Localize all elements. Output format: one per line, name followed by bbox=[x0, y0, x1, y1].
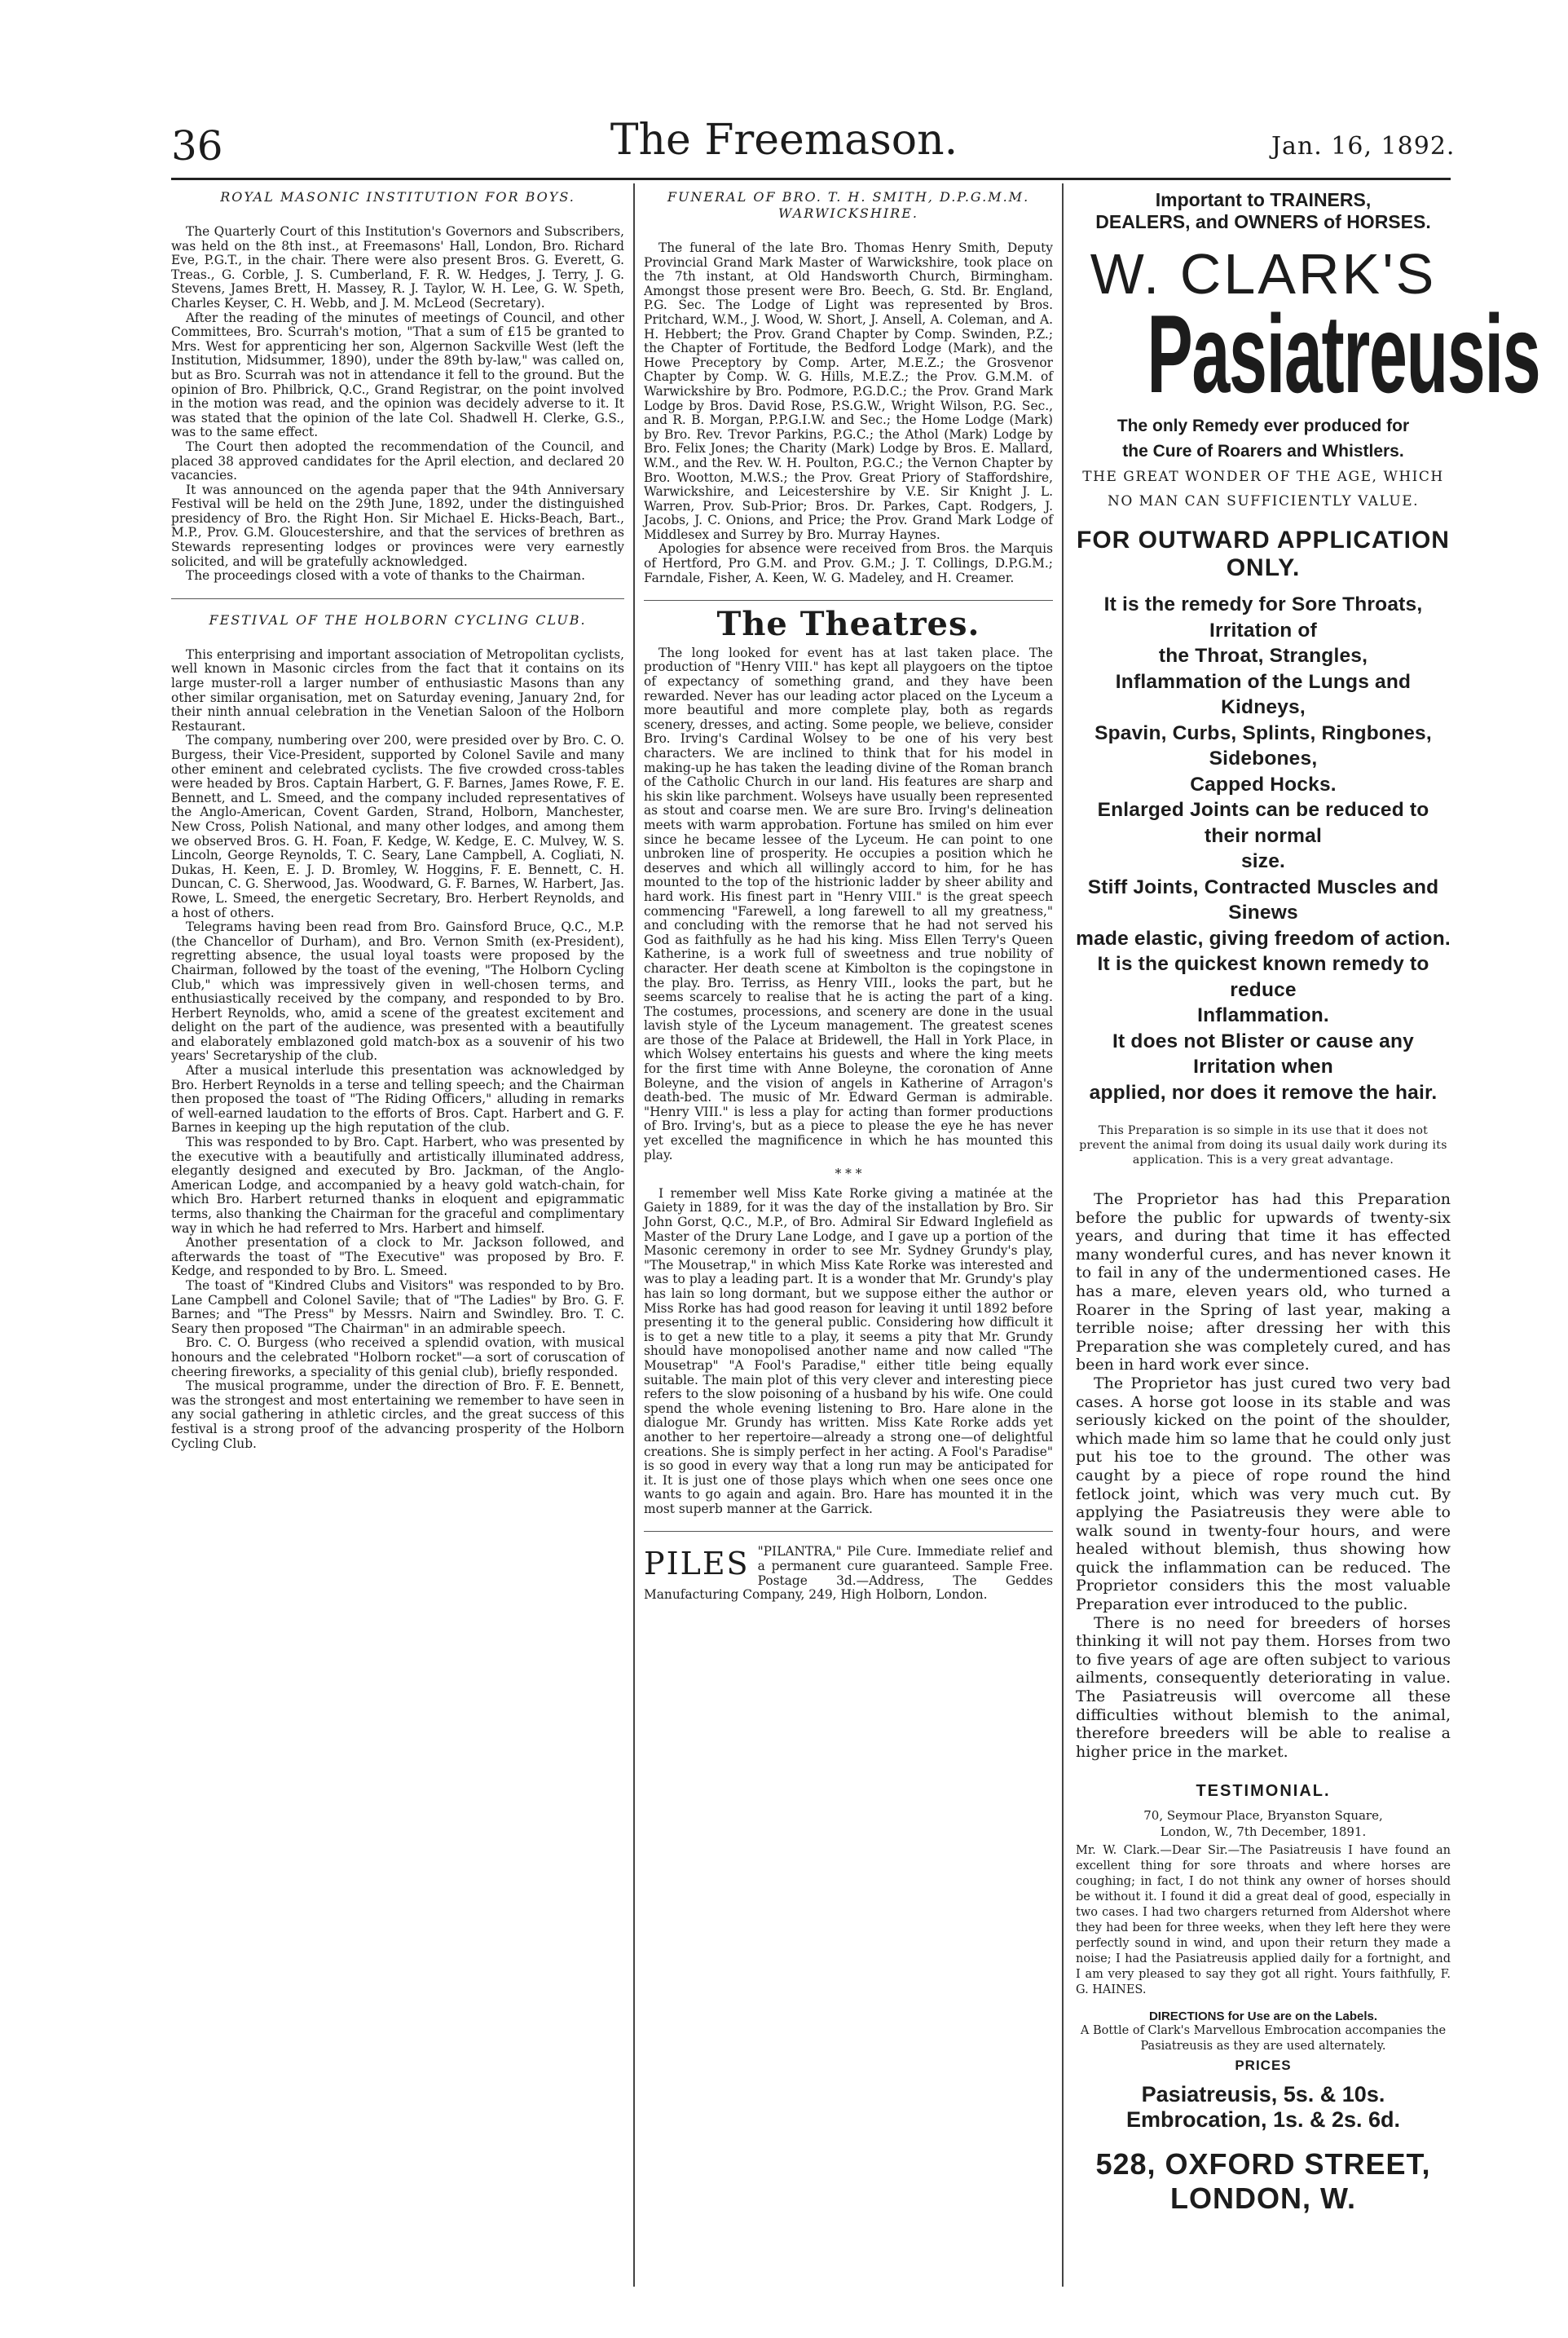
pasiatreusis-advertisement bbox=[1076, 189, 1540, 2216]
article-paragraph: Another presentation of a clock to Mr. Jackson followed, and afterwards the toast of "The Executive" was proposed by Bro. F. Kedge, and responded to by Bro. L. Smeed. bbox=[171, 1235, 624, 1279]
section-divider bbox=[171, 598, 624, 599]
article-paragraph: The toast of "Kindred Clubs and Visitors" was responded to by Bro. Lane Campbell and Colonel Savile; that of "The Ladies" by Bro. G. F. Barnes; and "The Press" by Messrs. Nairn and Swindley. Bro. T. C. Seary then proposed "The Chairman" in an admirable speech. bbox=[171, 1277, 624, 1336]
ad-important-line-1: Important to TRAINERS, bbox=[1155, 189, 1372, 210]
ad-great-wonder-1: THE GREAT WONDER OF THE AGE, WHICH bbox=[1082, 469, 1444, 485]
column-divider-1 bbox=[633, 183, 635, 2287]
ad-preparation-note: This Preparation is so simple in its use that it does not prevent the animal from doing its usual daily work during its application. This is a very great advantage. bbox=[1079, 1124, 1447, 1167]
ad-outward-application: FOR OUTWARD APPLICATION ONLY. bbox=[1077, 527, 1450, 581]
newspaper-title: The Freemason. bbox=[610, 116, 958, 165]
piles-advertisement bbox=[644, 1545, 1053, 1602]
remedy-line: Spavin, Curbs, Splints, Ringbones, Sidebones, bbox=[1095, 721, 1432, 770]
column-1 bbox=[171, 187, 624, 1451]
issue-date: Jan. 16, 1892. bbox=[1271, 132, 1456, 161]
article-paragraph: The Quarterly Court of this Institution's Governors and Subscribers, was held on the 8th inst., at Freemasons' Hall, London, Bro. Richard Eve, P.G.T., in the chair. There were also present Bros. G. Everett, G. Treas., G. Corble, J. S. Cumberland, F. R. W. Hedges, J. Terry, J. G. Stevens, James Brett, H. Massey, R. J. Taylor, W. H. Lee, G. W. Speth, Charles Keyser, C. H. Webb, and J. M. McLeod (Secretary). bbox=[171, 224, 624, 311]
article-paragraph: After the reading of the minutes of meetings of Council, and other Committees, Bro. Scurrah's motion, "That a sum of £15 be granted to Mrs. West for apprenticing her son, Algernon Sackville West (left the Institution, Midsummer, 1890), under the 89th by-law," was called on, but as Bro. Scurrah was not in attendance it fell to the ground. But the opinion of Bro. Philbrick, Q.C., Grand Registrar, on the point involved in the motion was read, and the opinion was decidely adverse to it. It was stated that the opinion of the late Col. Shadwell H. Clerke, G.S., was to the same effect. bbox=[171, 310, 624, 440]
remedy-line: applied, nor does it remove the hair. bbox=[1089, 1081, 1438, 1104]
article-paragraph: The company, numbering over 200, were presided over by Bro. C. O. Burgess, their Vice-President, supported by Colonel Savile and many other eminent and celebrated cyclists. The five crowded cross-tables were headed by Bros. Captain Harbert, G. F. Barnes, James Rowe, F. E. Bennett, and L. Smeed, and the company included representatives of the Anglo-American, Covent Garden, Strand, Holborn, Manchester, New Cross, Polish National, and many other lodges, and among them we observed Bros. G. H. Foan, F. Kedge, W. Kedge, E. C. Mulvey, W. S. Lincoln, George Reynolds, T. C. Seary, Lane Campbell, A. Cogliati, N. Dukas, H. Keen, E. J. D. Bromley, W. Hoggins, F. E. Bennett, C. H. Duncan, C. G. Sherwood, Jas. Woodward, G. F. Barnes, W. Harbert, Jas. Rowe, L. Smeed, the energetic Secretary, Bro. Herbert Reynolds, and a host of others. bbox=[171, 733, 624, 920]
header-rule bbox=[171, 178, 1451, 180]
testimonial-address-2: London, W., 7th December, 1891. bbox=[1160, 1824, 1367, 1840]
funeral-heading: FUNERAL OF BRO. T. H. SMITH, D.P.G.M.M. WARWICKSHIRE. bbox=[667, 189, 1030, 221]
remedy-line: Capped Hocks. bbox=[1190, 773, 1337, 796]
remedy-line: Inflammation. bbox=[1197, 1004, 1329, 1026]
piles-word: PILES bbox=[644, 1546, 750, 1582]
remedy-line: made elastic, giving freedom of action. bbox=[1076, 927, 1451, 950]
remedy-line: Stiff Joints, Contracted Muscles and Sinews bbox=[1087, 876, 1439, 924]
ad-paragraph: The Proprietor has just cured two very bad cases. A horse got loose in its stable and was seriously kicked on the point of the shoulder, which made him so lame that he could only just put his toe to the ground. The other was caught by a piece of rope round the hind fetlock joint, which was very much cut. By applying the Pasiatreusis they were able to walk sound in twenty-four hours, and were healed without blemish, thus showing how quick the inflammation can be reduced. The Proprietor considers this the most valuable Preparation ever introduced to the public. bbox=[1076, 1374, 1451, 1614]
cycling-club-heading: FESTIVAL OF THE HOLBORN CYCLING CLUB. bbox=[209, 611, 587, 628]
article-paragraph: The proceedings closed with a vote of thanks to the Chairman. bbox=[186, 568, 585, 584]
ad-important-line-2: DEALERS, and OWNERS of HORSES. bbox=[1095, 211, 1431, 232]
testimonial-address-1: 70, Seymour Place, Bryanston Square, bbox=[1143, 1808, 1383, 1824]
remedy-line: the Throat, Strangles, bbox=[1158, 645, 1368, 667]
section-divider bbox=[644, 1531, 1053, 1532]
column-divider-2 bbox=[1062, 183, 1064, 2287]
piles-text: "PILANTRA," Pile Cure. Immediate relief and a permanent cure guaranteed. Sample Free. Postage 3d.—Address, The Geddes Manufacturing Company, 249, High Holborn, London. bbox=[644, 1544, 1053, 1603]
ad-brand: W. CLARK'S bbox=[1090, 242, 1437, 306]
article-paragraph: This enterprising and important association of Metropolitan cyclists, well known in Masonic circles from the fact that it contains on its large muster-roll a larger number of enthusiastic Masons than any other similar organisation, met on Saturday evening, January 2nd, for their ninth annual celebration in the Venetian Saloon of the Holborn Restaurant. bbox=[171, 646, 624, 734]
ad-bottle-note: A Bottle of Clark's Marvellous Embrocation accompanies the Pasiatreusis as they are used alternately. bbox=[1080, 2024, 1447, 2053]
section-divider bbox=[644, 600, 1053, 601]
remedy-line: It is the remedy for Sore Throats, Irritation of bbox=[1103, 593, 1423, 642]
theatres-heading: The Theatres. bbox=[716, 605, 980, 644]
ad-price-list: Pasiatreusis, 5s. & 10s. Embrocation, 1s. & 2s. 6d. bbox=[1125, 2082, 1401, 2133]
article-paragraph: I remember well Miss Kate Rorke giving a matinée at the Gaiety in 1889, for it was the day of the installation by Bro. Sir John Gorst, Q.C., M.P., of Bro. Admiral Sir Edward Inglefield as Master of the Drury Lane Lodge, and I gave up a portion of the Masonic ceremony in order to see Mr. Sydney Grundy's play, "The Mousetrap," in which Miss Kate Rorke was interested and was to play a leading part. It is a wonder that Mr. Grundy's play has lain so long dormant, but we suppose either the author or Miss Rorke has had good reason for leaving it until 1892 before presenting it to the general public. Considering how difficult it is to get a new title to a play, it seems a pity that Mr. Grundy should have monopolised another name and now called "The Mousetrap" "A Fool's Paradise," either title being equally suitable. The main plot of this very clever and interesting piece refers to the slow poisoning of a husband by his wife. One could spend the whole evening listening to Bro. Hare alone in the dialogue Mr. Grundy has written. Miss Kate Rorke adds yet another to her repertoire—already a strong one—of delightful creations. She is simply perfect in her acting. A Fool's Paradise" is so good in every way that a long run may be anticipated for it. It is just one of those plays which when one sees once one wants to go again and again. Bro. Hare has mounted it in the most superb manner at the Garrick. bbox=[644, 1185, 1053, 1516]
article-paragraph: Apologies for absence were received from Bros. the Marquis of Hertford, Pro G.M. and Prov. G.M.; J. T. Collings, D.P.G.M.; Farndale, Fisher, A. Keen, W. G. Madeley, and H. Creamer. bbox=[644, 541, 1053, 585]
remedy-line: Enlarged Joints can be reduced to their normal bbox=[1097, 799, 1429, 847]
ad-street-address: 528, OXFORD STREET, LONDON, W. bbox=[1095, 2147, 1431, 2216]
article-paragraph: The funeral of the late Bro. Thomas Henry Smith, Deputy Provincial Grand Mark Master of Warwickshire, took place on the 7th instant, at Old Handsworth Church, Birmingham. Amongst those present were Bro. Beech, G. Std. Br. England, P.G. Sec. The Lodge of Light was represented by Bros. Pritchard, W.M., J. Wood, W. Short, J. Ansell, A. Coleman, and A. H. Hebbert; the Prov. Grand Chapter by Comp. Swinden, P.Z.; the Chapter of Fortitude, the Bedford Lodge (Mark), and the Howe Preceptory by Comp. Arter, M.E.Z.; the Grosvenor Chapter by Comp. W. G. Hills, M.E.Z.; the Prov. G.M.M. of Warwickshire by Bro. Podmore, P.G.D.C.; the Prov. Grand Mark Lodge by Bros. David Rose, P.S.G.W., Wright Wilson, P.G. Sec., and R. B. Morgan, P.P.G.I.W. and Sec.; the Home Lodge (Mark) by Bro. Rev. Trevor Parkins, P.G.C.; the Athol (Mark) Lodge by Bro. Felix Jones; the Charity (Mark) Lodge by Bros. E. Mallard, W.M., and the Rev. W. H. Poulton, P.G.C.; the Vernon Chapter by Bro. Wootton, M.W.S.; the Prov. Great Priory of Staffordshire, Warwickshire, and Leicestershire by V.E. Sir Knight J. L. Warren, Prov. Sub-Prior; Bros. Dr. Parkes, Capt. Rodgers, J. Jacobs, J. C. Onions, and Price; the Prov. Grand Mark Lodge of Middlesex and Surrey by Bro. Murray Haynes. bbox=[644, 240, 1053, 542]
remedy-line: It does not Blister or cause any Irritation when bbox=[1112, 1030, 1414, 1078]
ad-paragraph: The Proprietor has had this Preparation before the public for upwards of twenty-six years, and during that time it has effected many wonderful cures, and has never known it to fail in any of the undermentioned cases. He has a mare, eleven years old, who turned a Roarer in the Spring of last year, making a terrible noise; after dressing her with this Preparation she was completely cured, and has been in hard work ever since. bbox=[1076, 1190, 1451, 1374]
article-paragraph: After a musical interlude this presentation was acknowledged by Bro. Herbert Reynolds in a terse and telling speech; and the Chairman then proposed the toast of "The Riding Officers," alluding in remarks of well-earned laudation to the efforts of Bros. Capt. Harbert and G. F. Barnes in keeping up the high reputation of the club. bbox=[171, 1063, 624, 1136]
boys-institution-heading: ROYAL MASONIC INSTITUTION FOR BOYS. bbox=[220, 189, 575, 205]
remedy-line: size. bbox=[1240, 850, 1286, 872]
article-paragraph: Bro. C. O. Burgess (who received a splendid ovation, with musical honours and the celebrated "Holborn rocket"—a sort of coruscation of cheering fireworks, a speciality of this genial club), briefly responded. bbox=[171, 1335, 624, 1379]
remedy-line: Inflammation of the Lungs and Kidneys, bbox=[1115, 670, 1412, 718]
ad-paragraph: There is no need for breeders of horses thinking it will not pay them. Horses from two to five years of age are often subject to various ailments, consequently deteriorating in value. The Pasiatreusis will overcome all these difficulties without blemish to the animal, therefore breeders will be able to realise a higher price in the market. bbox=[1076, 1613, 1451, 1761]
ad-only-remedy-2: the Cure of Roarers and Whistlers. bbox=[1122, 442, 1404, 461]
ad-product-name: Pasiatreusis bbox=[1147, 292, 1540, 416]
ad-prices-heading: PRICES bbox=[1235, 2058, 1292, 2074]
article-paragraph: The Court then adopted the recommendation of the Council, and placed 38 approved candidates for the April election, and declared 20 vacancies. bbox=[171, 439, 624, 483]
testimonial-heading: TESTIMONIAL. bbox=[1196, 1782, 1331, 1801]
section-dots: * * * bbox=[835, 1167, 862, 1182]
ad-only-remedy-1: The only Remedy ever produced for bbox=[1117, 417, 1410, 435]
article-paragraph: It was announced on the agenda paper that the 94th Anniversary Festival will be held on the 29th June, 1892, under the distinguished presidency of Bro. the Right Hon. Sir Michael E. Hicks-Beach, Bart., M.P., Prov. G.M. Gloucestershire, and that the services of brethren as Stewards representing lodges or provinces were very earnestly solicited, and will be gratefully acknowledged. bbox=[171, 482, 624, 569]
column-2 bbox=[644, 187, 1053, 1603]
remedy-line: It is the quickest known remedy to reduce bbox=[1097, 953, 1429, 1001]
article-paragraph: Telegrams having been read from Bro. Gainsford Bruce, Q.C., M.P. (the Chancellor of Durham), and Bro. Vernon Smith (ex-President), regretting absence, the usual loyal toasts were proposed by the Chairman, followed by the toast of the evening, "The Holborn Cycling Club," which was impressively given in well-chosen terms, and enthusiastically received by the company, and responded to by Bro. Herbert Reynolds, who, amid a scene of the greatest excitement and delight on the part of the audience, was presented with a beautifully and elaborately emblazoned gold match-box as a souvenir of his two years' Secretaryship of the club. bbox=[171, 920, 624, 1064]
article-paragraph: The long looked for event has at last taken place. The production of "Henry VIII." has kept all playgoers on the tiptoe of expectancy of something grand, and they have been rewarded. Never has our leading actor placed on the Lyceum a more beautiful and more complete play, both as regards scenery, dresses, and acting. Some people, we believe, consider Bro. Irving's Cardinal Wolsey to be one of his very best characters. We are inclined to think that for his model in making-up he has taken the leading divine of the Roman branch of the Catholic Church in our land. His features are sharp and his skin like parchment. Wolseys have usually been represented as stout and coarse men. We are sure Bro. Irving's delineation meets with warm approbation. Fortune has smiled on him ever since he became lessee of the Lyceum. He can point to one unbroken line of prosperity. He occupies a position which he deserves and which all willingly accord to him, for he has mounted to the top of the histrionic ladder by sheer ability and hard work. His finest part in "Henry VIII." is the great speech commencing "Farewell, a long farewell to all my greatness," and concluding with the remorse that he had not served his God as faithfully as he had his king. Miss Ellen Terry's Queen Katherine, is a work full of sweetness and true nobility of character. Her death scene at Kimbolton is the copingstone in the play. Bro. Terriss, as Henry VIII., looks the part, but he seems scarcely to realise that he is acting the part of a king. The costumes, processions, and scenery are done in the usual lavish style of the Lyceum management. The greatest scenes are those of the Palace at Bridewell, the Hall in York Place, in which Wolsey entertains his guests and where the king meets for the first time with Anne Boleyne, the coronation of Anne Boleyne, and the vision of angels in Katherine of Arragon's death-bed. The music of Mr. Edward German is admirable. "Henry VIII." is less a play for acting than former productions of Bro. Irving's, but as a piece to please the eye he has never yet excelled the magnificence in which he has mounted this play. bbox=[644, 645, 1053, 1162]
page-number: 36 bbox=[171, 122, 223, 170]
ad-directions: DIRECTIONS for Use are on the Labels. bbox=[1148, 2009, 1378, 2024]
ad-great-wonder-2: NO MAN CAN SUFFICIENTLY VALUE. bbox=[1107, 493, 1420, 510]
ad-remedy-list bbox=[1076, 592, 1451, 1105]
ad-body bbox=[1076, 1190, 1451, 1761]
article-paragraph: The musical programme, under the direction of Bro. F. E. Bennett, was the strongest and most entertaining we remember to have seen in any social gathering in athletic circles, and the great success of this festival is a strong proof of the advancing prosperity of the Holborn Cycling Club. bbox=[171, 1379, 624, 1451]
testimonial-letter: Mr. W. Clark.—Dear Sir.—The Pasiatreusis I have found an excellent thing for sore throats and where horses are coughing; in fact, I do not think any owner of horses should be without it. I found it did a great deal of good, especially in two cases. I had two chargers returned from Aldershot where they had been for three weeks, when they left here they were perfectly sound in wind, and upon their return they made a noise; I had the Pasiatreusis applied daily for a fortnight, and I am very pleased to say they got all right. Yours faithfully, F. G. HAINES. bbox=[1076, 1844, 1451, 1997]
article-paragraph: This was responded to by Bro. Capt. Harbert, who was presented by the executive with a beautifully and artistically illuminated address, elegantly designed and executed by Bro. Jackman, of the Anglo-American Lodge, and accompanied by a heavy gold watch-chain, for which Bro. Harbert returned thanks in eloquent and epigrammatic terms, also thanking the Chairman for the graceful and complimentary way in which he had referred to Mrs. Harbert and himself. bbox=[171, 1135, 624, 1236]
